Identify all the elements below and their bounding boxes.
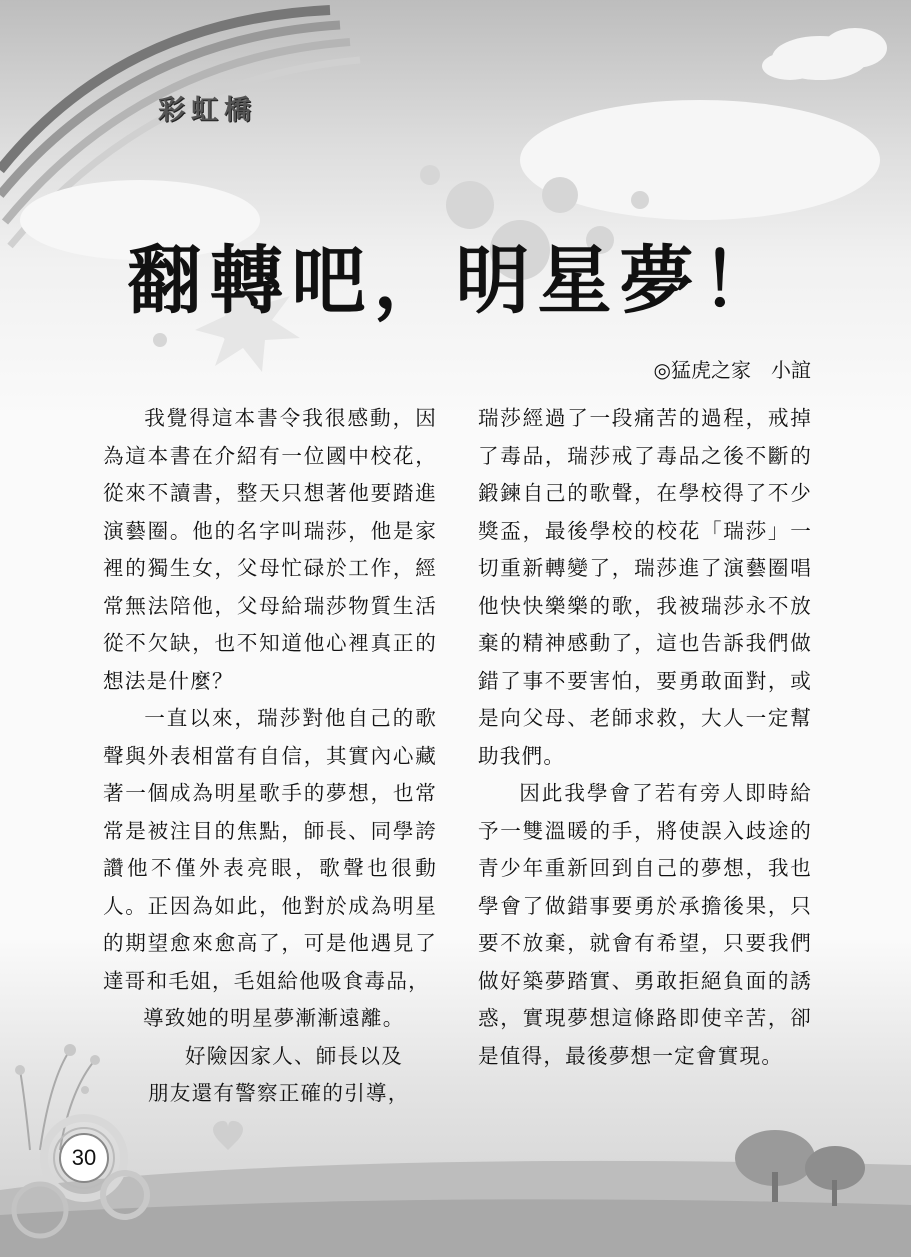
left-paragraph-3-line-2: 朋友還有警察正確的引導，: [148, 1081, 410, 1105]
left-paragraph-2: 一直以來，瑞莎對他自己的歌聲與外表相當有自信，其實內心藏著一個成為明星歌手的夢想，也常常是被注目的焦點，師長、同學誇讚他不僅外表亮眼，歌聲也很動人。正因為如此，他對於成為明星的期望愈來愈高了，可是他遇見了達哥和毛姐，毛姐給他吸食毒品，: [103, 706, 437, 993]
left-paragraph-1: 我覺得這本書令我很感動，因為這本書在介紹有一位國中校花，從來不讀書，整天只想著他要踏進演藝圈。他的名字叫瑞莎，他是家裡的獨生女，父母忙碌於工作，經常無法陪他，父母給瑞莎物質生活從不欠缺，也不知道他心裡真正的想法是什麼？: [103, 406, 437, 693]
left-paragraph-2-end: 導致她的明星夢漸漸遠離。: [143, 1006, 405, 1030]
right-paragraph-1: 瑞莎經過了一段痛苦的過程，戒掉了毒品，瑞莎戒了毒品之後不斷的鍛鍊自己的歌聲，在學校得了不少獎盃，最後學校的校花「瑞莎」一切重新轉變了，瑞莎進了演藝圈唱他快快樂樂的歌，我被瑞莎永不放棄的精神感動了，這也告訴我們做錯了事不要害怕，要勇敢面對，或是向父母、老師求救，大人一定幫助我們。: [478, 406, 812, 768]
heart-decoration: [213, 1121, 243, 1150]
right-column: [478, 400, 812, 1075]
section-label: 彩虹橋: [158, 95, 257, 126]
article-title: 翻轉吧，明星夢！: [127, 238, 784, 324]
right-paragraph-2: 因此我學會了若有旁人即時給予一雙溫暖的手，將使誤入歧途的青少年重新回到自己的夢想，我也學會了做錯事要勇於承擔後果，只要不放棄，就會有希望，只要我們做好築夢踏實、勇敢拒絕負面的誘惑，實現夢想這條路即使辛苦，卻是值得，最後夢想一定會實現。: [478, 781, 812, 1068]
left-column: [103, 400, 437, 1113]
page-number: 30: [71, 1145, 97, 1170]
left-paragraph-3-line-1: 好險因家人、師長以及: [185, 1043, 403, 1068]
article-byline: ◎猛虎之家 小誼: [653, 358, 811, 382]
